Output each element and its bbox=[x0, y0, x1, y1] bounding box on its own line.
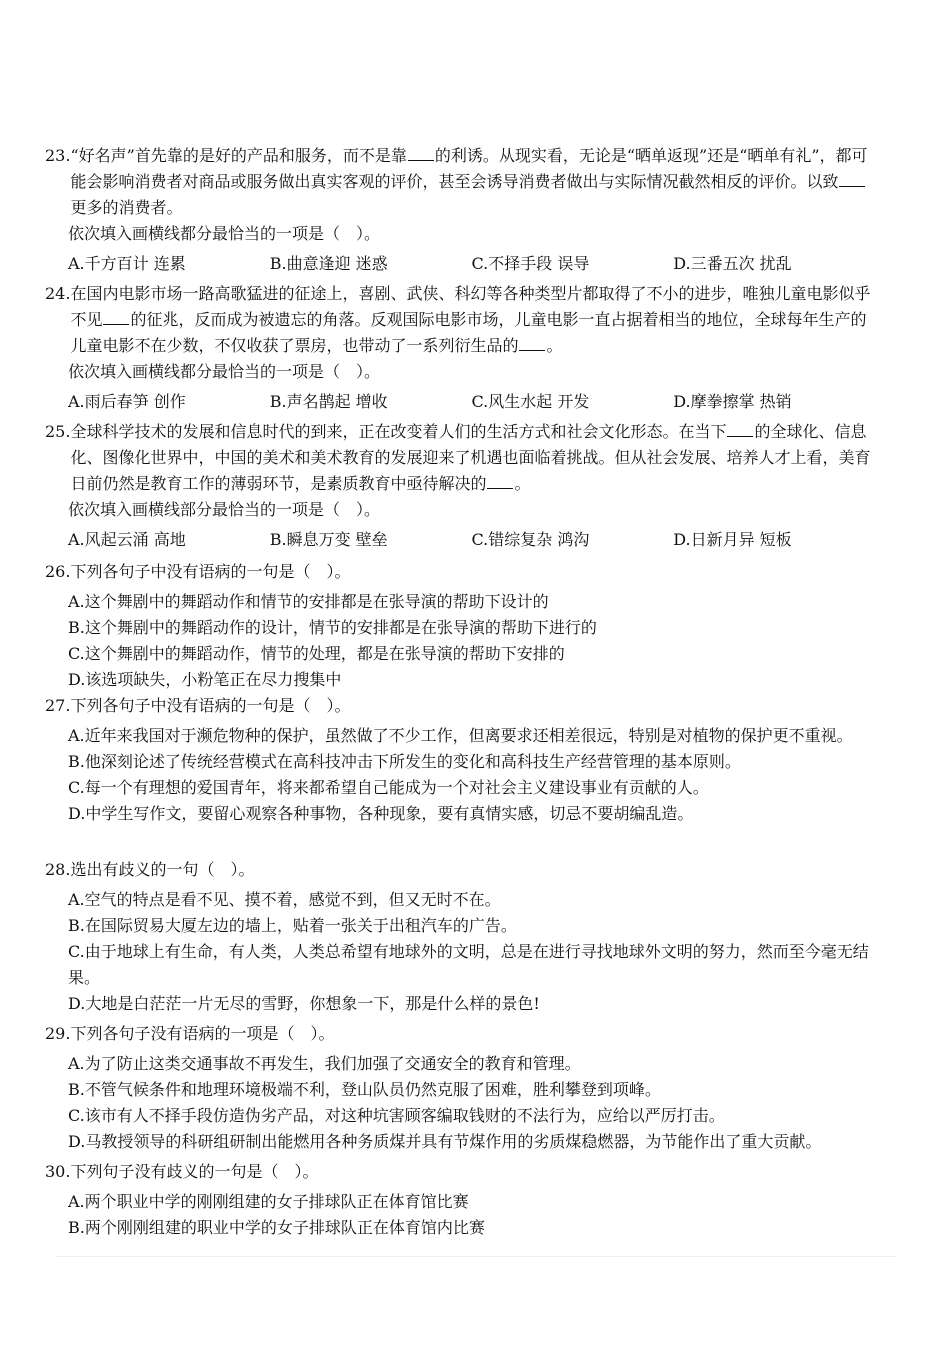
option-c[interactable]: C.每一个有理想的爱国青年，将来都希望自己能成为一个对社会主义建设事业有贡献的人。 bbox=[68, 778, 709, 797]
option-c[interactable]: C.不择手段 误导 bbox=[471, 254, 590, 273]
question-stem: 下列句子没有歧义的一句是（ ）。 bbox=[70, 1162, 319, 1181]
option-d[interactable]: D.摩拳擦掌 热销 bbox=[673, 392, 792, 411]
option-c[interactable]: C.由于地球上有生命，有人类，人类总希望有地球外的文明，总是在进行寻找地球外文明的努力，然而至今毫无结果。 bbox=[68, 942, 869, 987]
question-stem: “好名声”首先靠的是好的产品和服务，而不是靠 的利诱。从现实看，无论是“晒单返现”还是“晒单有礼”，都可能会影响消费者对商品或服务做出真实客观的评价，甚至会诱导消费者做出与实际情况截然相反的评价。以致更多的消费者。 bbox=[70, 146, 868, 217]
question-prompt: 依次填入画横线都分最恰当的一项是（ ）。 bbox=[68, 224, 381, 243]
question-number: 30. bbox=[45, 1162, 71, 1181]
question-stem: 下列各句子没有语病的一项是（ ）。 bbox=[70, 1024, 335, 1043]
option-d[interactable]: D.中学生写作文，要留心观察各种事物，各种现象，要有真情实感，切忌不要胡编乱造。 bbox=[68, 804, 694, 823]
option-b[interactable]: B.这个舞剧中的舞蹈动作的设计，情节的安排都是在张导演的帮助下进行的 bbox=[68, 618, 597, 637]
question-stem: 下列各句子中没有语病的一句是（ ）。 bbox=[70, 562, 351, 581]
option-b[interactable]: B.他深刻论述了传统经营模式在高科技冲击下所发生的变化和高科技生产经营管理的基本原则。 bbox=[68, 752, 741, 771]
option-b[interactable]: B.声名鹊起 增收 bbox=[269, 392, 388, 411]
question-stem: 选出有歧义的一句（ ）。 bbox=[70, 860, 255, 879]
option-d[interactable]: D.三番五次 扰乱 bbox=[673, 254, 792, 273]
question-number: 24. bbox=[45, 284, 71, 303]
option-c[interactable]: C.错综复杂 鸿沟 bbox=[471, 530, 590, 549]
question-27 bbox=[45, 693, 875, 827]
question-stem: 在国内电影市场一路高歌猛进的征途上，喜剧、武侠、科幻等各种类型片都取得了不小的进步，唯独儿童电影似乎不见 的征兆，反而成为被遗忘的角落。反观国际电影市场，儿童电影一直占据着相当的地位，全球每年生产的儿童电影不在少数，不仅收获了票房，也带动了一系列衍生品的 。 bbox=[70, 284, 871, 355]
fill-blank bbox=[408, 146, 434, 161]
option-a[interactable]: A.为了防止这类交通事故不再发生，我们加强了交通安全的教育和管理。 bbox=[68, 1054, 581, 1073]
page-divider bbox=[55, 1256, 895, 1257]
question-23 bbox=[45, 143, 875, 277]
question-stem: 下列各句子中没有语病的一句是（ ）。 bbox=[70, 696, 351, 715]
options-row bbox=[68, 251, 875, 277]
question-number: 23. bbox=[45, 146, 71, 165]
option-d[interactable]: D.马教授领导的科研组研制出能燃用各种务质煤并具有节煤作用的劣质煤稳燃器，为节能作出了重大贡献。 bbox=[68, 1132, 822, 1151]
question-stem: 全球科学技术的发展和信息时代的到来，正在改变着人们的生活方式和社会文化形态。在当下 的全球化、信息化、图像化世界中，中国的美术和美术教育的发展迎来了机遇也面临着挑战。但从社会发展、培养人才上看，美育日前仍然是教育工作的薄弱环节，是素质教育中亟待解决的 。 bbox=[70, 422, 871, 493]
fill-blank bbox=[839, 172, 865, 187]
option-b[interactable]: B.不管气候条件和地理环境极端不利，登山队员仍然克服了困难，胜利攀登到项峰。 bbox=[68, 1080, 661, 1099]
question-number: 28. bbox=[45, 860, 71, 879]
option-a[interactable]: A.千方百计 连累 bbox=[68, 254, 186, 273]
question-25 bbox=[45, 419, 875, 553]
option-a[interactable]: A.这个舞剧中的舞蹈动作和情节的安排都是在张导演的帮助下设计的 bbox=[68, 592, 549, 611]
fill-blank bbox=[103, 310, 129, 325]
question-24 bbox=[45, 281, 875, 415]
question-28 bbox=[45, 857, 875, 1017]
option-a[interactable]: A.空气的特点是看不见、摸不着，感觉不到，但又无时不在。 bbox=[68, 890, 501, 909]
option-a[interactable]: A.两个职业中学的刚刚组建的女子排球队正在体育馆比赛 bbox=[68, 1192, 469, 1211]
fill-blank bbox=[487, 474, 513, 489]
question-number: 26. bbox=[45, 562, 71, 581]
option-a[interactable]: A.雨后春笋 创作 bbox=[68, 392, 186, 411]
options-row bbox=[68, 527, 875, 553]
option-c[interactable]: C.风生水起 开发 bbox=[471, 392, 590, 411]
question-29 bbox=[45, 1021, 875, 1155]
question-30 bbox=[45, 1159, 875, 1241]
question-number: 29. bbox=[45, 1024, 71, 1043]
option-b[interactable]: B.瞬息万变 壁垒 bbox=[269, 530, 388, 549]
option-c[interactable]: C.这个舞剧中的舞蹈动作，情节的处理，都是在张导演的帮助下安排的 bbox=[68, 644, 565, 663]
option-a[interactable]: A.风起云涌 高地 bbox=[68, 530, 186, 549]
option-a[interactable]: A.近年来我国对于濒危物种的保护，虽然做了不少工作，但离要求还相差很远，特别是对植物的保护更不重视。 bbox=[68, 726, 853, 745]
question-26 bbox=[45, 559, 875, 693]
option-b[interactable]: B.曲意逢迎 迷惑 bbox=[269, 254, 388, 273]
option-b[interactable]: B.在国际贸易大厦左边的墙上，贴着一张关于出租汽车的广告。 bbox=[68, 916, 517, 935]
question-number: 25. bbox=[45, 422, 71, 441]
question-prompt: 依次填入画横线部分最恰当的一项是（ ）。 bbox=[68, 500, 381, 519]
option-c[interactable]: C.该市有人不择手段仿造伪劣产品，对这种坑害顾客编取钱财的不法行为，应给以严厉打击。 bbox=[68, 1106, 725, 1125]
fill-blank bbox=[519, 336, 545, 351]
option-d[interactable]: D.大地是白茫茫一片无尽的雪野，你想象一下，那是什么样的景色! bbox=[68, 994, 540, 1013]
option-d[interactable]: D.该选项缺失，小粉笔正在尽力搜集中 bbox=[68, 670, 342, 689]
option-d[interactable]: D.日新月异 短板 bbox=[673, 530, 792, 549]
options-row bbox=[68, 389, 875, 415]
option-b[interactable]: B.两个刚刚组建的职业中学的女子排球队正在体育馆内比赛 bbox=[68, 1218, 485, 1237]
question-prompt: 依次填入画横线都分最恰当的一项是（ ）。 bbox=[68, 362, 381, 381]
fill-blank bbox=[727, 422, 753, 437]
question-number: 27. bbox=[45, 696, 71, 715]
